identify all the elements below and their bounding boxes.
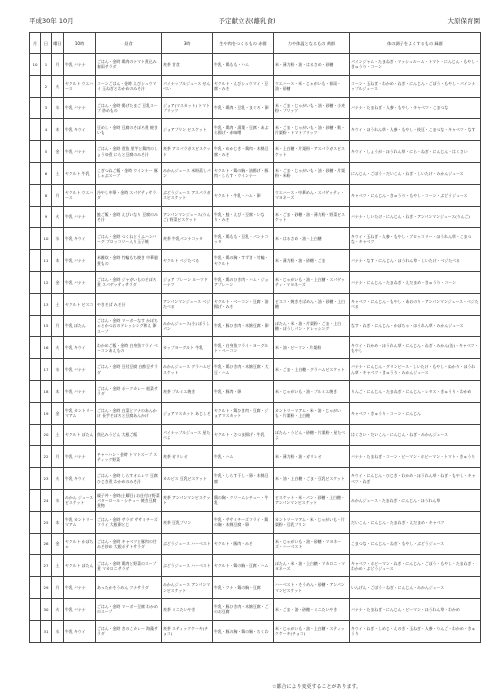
col-header-snack-10am: 10時 — [64, 33, 96, 54]
table-row — [30, 271, 481, 293]
cell-month — [30, 620, 41, 642]
cell-snack-3pm: カルピス 豆乳ビスケット — [162, 468, 213, 490]
cell-red-group: ヤクルト・さつま揚げ・牛乳 — [213, 424, 274, 446]
cell-month — [30, 250, 41, 272]
cell-month — [30, 162, 41, 184]
cell-lunch: ごはん・金時 マーボーなす かぼちゃとかつおのドレッシング和え 卵スープ — [96, 315, 162, 337]
cell-lunch: ごはん・金時 マーボー豆腐 わかめのスープ — [96, 598, 162, 620]
cell-weekday: 火 — [52, 206, 64, 228]
cell-weekday: 土 — [52, 162, 64, 184]
cell-yellow-group: カントリーマアム・米・じゃがいも・片栗粉・豆乳プリン — [274, 511, 350, 533]
cell-month — [30, 598, 41, 620]
cell-weekday: 木 — [52, 380, 64, 402]
table-row — [30, 162, 481, 184]
cell-weekday: 金 — [52, 402, 64, 424]
cell-day: 2 — [41, 75, 52, 97]
cell-weekday: 水 — [52, 620, 64, 642]
cell-weekday: 月 — [52, 54, 64, 76]
footnote: ☆都合により変更することがあります。 — [272, 684, 362, 690]
col-header-snack-3pm: 3時 — [162, 33, 213, 54]
cell-snack-10am: 牛乳 キウイ — [64, 119, 96, 141]
cell-lunch: ごはん・金時 サラダ ササミチーズフライ 大根卵とじ — [96, 511, 162, 533]
cell-snack-10am: ヤクルト ウエハース — [64, 184, 96, 206]
cell-yellow-group: ぽたん・米・油・片栗粉・ごま・上白糖・ぼうしパン・ドレッシング — [274, 315, 350, 337]
cell-weekday: 水 — [52, 97, 64, 119]
cell-red-group: 牛乳・鶏のひき肉・ハム・ジョアプレーン — [213, 271, 274, 293]
cell-green-group: こまつな・にんじん・ねぎ・もやし・ぶどうジュース — [350, 533, 481, 555]
cell-weekday: 火 — [52, 598, 64, 620]
cell-snack-3pm: ぶどうジュース アスパラガスビスケット — [162, 184, 213, 206]
cell-red-group: 牛乳・鶏肉・湯葉・豆腐・あぶら揚げ・赤味噌 — [213, 119, 274, 141]
cell-weekday: 水 — [52, 359, 64, 381]
cell-snack-3pm: ジョア(マスカット) トマトプリッツ — [162, 97, 213, 119]
cell-yellow-group: ビスコ・焼きそばめん・油・砂糖・上白糖 — [274, 293, 350, 315]
cell-day: 13 — [41, 293, 52, 315]
cell-green-group: コーン・玉ねぎ・わかめ・ねぎ・にんじん・ごぼう・もやし・パインナップルジュース — [350, 75, 481, 97]
header-row — [30, 33, 481, 54]
cell-snack-10am: 牛乳 キウイ — [64, 337, 96, 359]
cell-yellow-group: 米・薄力粉・油・砂糖・ごま — [274, 250, 350, 272]
cell-month — [30, 293, 41, 315]
table-row — [30, 97, 481, 119]
cell-day: 5 — [41, 141, 52, 163]
cell-month — [30, 402, 41, 424]
cell-snack-3pm: アンパンマンジュース(りんご) 野菜ビスケット — [162, 206, 213, 228]
cell-red-group: ヤクルト・牛乳・ハム・卵 — [213, 184, 274, 206]
table-row — [30, 359, 481, 381]
cell-weekday: 金 — [52, 271, 64, 293]
organization-name: 大原保育園 — [447, 17, 480, 25]
cell-day: 30 — [41, 598, 52, 620]
cell-lunch: 親子丼・金時(土曜日) お仕付け野菜 パターロール・シチュー 焼き豆腐煮物 — [96, 489, 162, 511]
cell-green-group: みかんジュース・たまねぎ・にんじん・ほうれん草 — [350, 489, 481, 511]
cell-yellow-group: 米・じゃがいも・油・プルミエ焼き — [274, 380, 350, 402]
cell-day: 16 — [41, 337, 52, 359]
cell-snack-10am: ヤクルト ぼたん — [64, 555, 96, 577]
cell-red-group: 牛乳・ハム — [213, 446, 274, 468]
cell-lunch: 冷やし中華・金時 スパゲティサラダ — [96, 184, 162, 206]
cell-weekday: 土 — [52, 424, 64, 446]
cell-lunch: やきそば みそ汁 — [96, 293, 162, 315]
cell-snack-3pm: 麦茶 スティックケーキ(チョコ) — [162, 620, 213, 642]
cell-yellow-group: 米・ごま・油・砂糖・ミニたいやき — [274, 598, 350, 620]
table-row — [30, 54, 481, 76]
cell-green-group: バナナ・たまねぎ・にんじん・ピーマン・ほうれん草・わかめ — [350, 598, 481, 620]
cell-snack-3pm: みかんジュース(小) ぼうしパン — [162, 315, 213, 337]
page-title: 予定献立表(離乳食) — [218, 17, 276, 25]
cell-snack-3pm: カップヨーグルト 牛乳 — [162, 337, 213, 359]
cell-red-group: 牛乳・鶏の胸・すずき・竹輪・ヤクルト — [213, 250, 274, 272]
cell-month — [30, 271, 41, 293]
cell-snack-10am: ヤクルト ぼたん — [64, 424, 96, 446]
cell-month — [30, 359, 41, 381]
cell-month — [30, 337, 41, 359]
cell-snack-3pm: ジョア プレーン ルーツドーナツ — [162, 271, 213, 293]
cell-day: 4 — [41, 119, 52, 141]
cell-yellow-group: 米・ごま・じゃがいも・油・砂糖・麩・片栗粉・トマトプリッツ — [274, 119, 350, 141]
cell-red-group: 鶏の胸・クリームシチュー・牛乳 — [213, 489, 274, 511]
cell-green-group: キウイ・ねぎ・しめじ・えのき・玉ねぎ・人参・りんご・わかめ・きゅうり — [350, 620, 481, 642]
cell-green-group: バナナ・しいたけ・にんじん・ねぎ・アンパンマンジュース(りんご) — [350, 206, 481, 228]
cell-red-group: ヤクルト・ベーコン・豆腐・油揚げ・みそ — [213, 293, 274, 315]
cell-weekday: 木 — [52, 511, 64, 533]
table-row — [30, 184, 481, 206]
cell-yellow-group: 米・じゃがいも・油・砂糖・マヨネーズ・ハーベスト — [274, 533, 350, 555]
table-row — [30, 315, 481, 337]
cell-snack-3pm: ぶどうジュース ハーベスト — [162, 555, 213, 577]
cell-red-group: ヤクルト・鶏の胸・油揚げ・豚肉・しらす・ウインナー — [213, 162, 274, 184]
cell-day: 26 — [41, 533, 52, 555]
cell-red-group: 牛乳・鮭・えび・豆腐・いなり・みそ — [213, 206, 274, 228]
cell-yellow-group: 米・じゃがいも・油・上白糖・スティックケーキ(チョコ) — [274, 620, 350, 642]
cell-snack-10am: ヤクルト かぼちゃ — [64, 533, 96, 555]
cell-green-group: だいこん・にんじん・たまねぎ・えだまめ・キャベツ — [350, 511, 481, 533]
cell-month — [30, 228, 41, 250]
cell-red-group: 牛乳・豚ひき肉・木綿豆腐・ごのお豆腐 — [213, 598, 274, 620]
cell-snack-10am: みかん ジュース ビスケット — [64, 489, 96, 511]
cell-green-group: バナナ・なす・にんじん・ほうれん草・しいたけ・ベジたべる — [350, 250, 481, 272]
cell-snack-10am: 牛乳 バナナ — [64, 446, 96, 468]
table-row — [30, 402, 481, 424]
cell-lunch: 鮭ご飯・金時 えびいなり 豆腐のみそ汁 — [96, 206, 162, 228]
cell-month — [30, 577, 41, 599]
cell-snack-10am: 牛乳 カントリーマアム — [64, 511, 96, 533]
cell-day: 8 — [41, 184, 52, 206]
cell-red-group: 牛乳・豚肉・卵 — [213, 380, 274, 402]
col-header-green-group: 体の調子をよくするもの 緑群 — [350, 33, 481, 54]
cell-snack-10am: 牛乳 バナナ — [64, 359, 96, 381]
cell-month — [30, 511, 41, 533]
cell-red-group: 牛乳・鶏ひき肉・木綿豆腐・大豆・ハム — [213, 359, 274, 381]
cell-lunch: ごはん・金時 ポークカレー 根菜サラダ — [96, 380, 162, 402]
cell-yellow-group: 米・油・ビーフン・片栗粉 — [274, 337, 350, 359]
cell-yellow-group: 米・薄力粉・油・はるさめ・砂糖 — [274, 54, 350, 76]
cell-green-group: パインジャム・たまねぎ・マッシュルーム・トマト・にんじん・もやし・きゅうり・コーン — [350, 54, 481, 76]
table-row — [30, 446, 481, 468]
cell-day: 11 — [41, 250, 52, 272]
cell-weekday: 月 — [52, 184, 64, 206]
table-row — [30, 620, 481, 642]
cell-snack-10am: ヤクルト 牛乳 — [64, 162, 96, 184]
table-row — [30, 206, 481, 228]
cell-yellow-group: 米・ごま・じゃがいも・油・砂糖・小麦粉・プリッツ — [274, 97, 350, 119]
cell-yellow-group: ぼたん・うどん・砂糖・片栗粉・星たべよ — [274, 424, 350, 446]
cell-snack-10am: 牛乳 バナナ — [64, 380, 96, 402]
cell-month — [30, 489, 41, 511]
cell-weekday: 水 — [52, 228, 64, 250]
cell-lunch: チャーハン・金時 トマトスープ スティック野菜 — [96, 446, 162, 468]
table-row — [30, 75, 481, 97]
cell-lunch: ごはん・金時 白菜とツナのあんかけ 長芋そぼろと豆腐あんかけ — [96, 402, 162, 424]
table-row — [30, 250, 481, 272]
cell-yellow-group: 米・はるさめ・油・上白糖 — [274, 228, 350, 250]
table-row — [30, 577, 481, 599]
cell-lunch: ごはん・金時 揚げたまご 豆乳スープ 炒めもの — [96, 97, 162, 119]
cell-lunch: 米雑炊・金時 竹輪もち焼き 中華風煮もの — [96, 250, 162, 272]
cell-green-group: はくさい・だいこん・にんじん・ねぎ・みかんジュース — [350, 424, 481, 446]
cell-snack-10am: 牛乳 バナナ — [64, 141, 96, 163]
cell-yellow-group: 米・油・上白糖・ごま・豆乳ビスケット — [274, 468, 350, 490]
table-row — [30, 598, 481, 620]
cell-snack-3pm: みかんジュース 米粉蒸しパン — [162, 162, 213, 184]
cell-day: 22 — [41, 446, 52, 468]
cell-weekday: 月 — [52, 577, 64, 599]
table-row — [30, 337, 481, 359]
cell-red-group: ヤクルト・鶏の胸・豆腐・ハム — [213, 555, 274, 577]
cell-yellow-group: 米・ごま・上白糖・グラハムビスケット — [274, 359, 350, 381]
cell-month — [30, 424, 41, 446]
cell-snack-3pm: ヤクルト ベジたべる — [162, 250, 213, 272]
cell-snack-3pm: パイナップルジュース せんべい — [162, 75, 213, 97]
cell-weekday: 土 — [52, 293, 64, 315]
cell-snack-10am: 牛乳 バナナ — [64, 54, 96, 76]
cell-red-group: ヤクルト・鶏ひき肉・豆腐・ジョアマスカット — [213, 402, 274, 424]
cell-red-group: 牛乳・白身魚フライ・ヨーグルト・ベーコン — [213, 337, 274, 359]
cell-month — [30, 184, 41, 206]
cell-red-group: 牛乳・豚ひき肉・木綿豆腐・卵 — [213, 315, 274, 337]
cell-yellow-group: ウエハース・米・じゃがいも・春雨・油・砂糖 — [274, 75, 350, 97]
cell-green-group: キャベツ・にんじん・もやし・あおのり・アンパンマンジュース・ベジたべる — [350, 293, 481, 315]
cell-snack-3pm: 麦茶 アンパンマンビスケット — [162, 489, 213, 511]
cell-snack-10am: 牛乳 キウイ — [64, 468, 96, 490]
table-row — [30, 293, 481, 315]
cell-day: 27 — [41, 555, 52, 577]
cell-snack-10am: 牛乳 バナナ — [64, 97, 96, 119]
cell-month — [30, 380, 41, 402]
cell-yellow-group: 米・ごま・じゃがいも・油・砂糖・片栗粉・米粉 — [274, 162, 350, 184]
cell-month — [30, 446, 41, 468]
cell-lunch: コーンごはん・金時 えびシュウマイ 玉ねぎとわかめのみそ汁 — [96, 75, 162, 97]
table-row — [30, 555, 481, 577]
col-header-lunch: 昼食 — [96, 33, 162, 54]
table-row — [30, 424, 481, 446]
col-header-weekday: 曜日 — [52, 33, 64, 54]
table-row — [30, 119, 481, 141]
cell-green-group: バナナ・たまねぎ・人参・もやし・キャベツ・こまつな — [350, 97, 481, 119]
cell-lunch: ごはん・金時 きのこカレー 海藻サラダ — [96, 620, 162, 642]
cell-month — [30, 315, 41, 337]
cell-snack-3pm: ジョアプリン ビスケット — [162, 119, 213, 141]
page-header — [0, 14, 494, 28]
cell-day: 18 — [41, 380, 52, 402]
cell-lunch: こぎつねご飯・金時 ウインナー 豚しゃぶスープ — [96, 162, 162, 184]
table-row — [30, 511, 481, 533]
table-row — [30, 489, 481, 511]
cell-weekday: 月 — [52, 446, 64, 468]
cell-snack-10am: 牛乳 バナナ — [64, 577, 96, 599]
cell-red-group: ヤクルト・えびシュウマイ・豆腐・みそ — [213, 75, 274, 97]
cell-green-group: キウイ・玉ねぎ・人参・もやし・ブロッコリー・ほうれん草・こまつな・キャベツ — [350, 228, 481, 250]
cell-snack-10am: 牛乳 バナナ — [64, 206, 96, 228]
cell-weekday: 土 — [52, 555, 64, 577]
cell-day: 12 — [41, 271, 52, 293]
cell-green-group: キウイ・わかめ・ほうれん草・にんじん・ねぎ・みかん(缶)・キャベツ・もやし — [350, 337, 481, 359]
cell-red-group: 牛乳・ツナ・鶏の胸・豆腐 — [213, 577, 274, 599]
cell-snack-10am: 牛乳 ぽたん — [64, 315, 96, 337]
table-row — [30, 468, 481, 490]
cell-lunch: わかめご飯・金時 白身魚フライ ベーコンあえもの — [96, 337, 162, 359]
menu-table — [29, 32, 481, 643]
cell-red-group: 牛乳・しらす干し・卵・木綿豆腐 — [213, 468, 274, 490]
cell-snack-3pm: ぶどうジュース ハーベスト — [162, 533, 213, 555]
cell-snack-10am: 牛乳 キウイ — [64, 620, 96, 642]
cell-day: 31 — [41, 620, 52, 642]
cell-lunch: ごはん・金時 ジャガいものそぼろ煮 スパゲッティサラダ — [96, 271, 162, 293]
cell-red-group: 牛乳・鶏もも・ハム — [213, 54, 274, 76]
period-label: 平成30年 10月 — [29, 17, 74, 25]
cell-green-group: バナナ・にんじん・たまねぎ・えだまめ・きゅうり・コーン — [350, 271, 481, 293]
col-header-yellow-group: 力や体温となるもの 黄群 — [274, 33, 350, 54]
cell-month — [30, 141, 41, 163]
cell-green-group: にんじん・ごぼう・だいこん・ねぎ・しいたけ・みかんジュース — [350, 162, 481, 184]
cell-green-group: キウイ・にんじん・ひじき・わかめ・ほうれん草・ねぎ・もやし・キャベツ・ねぎ — [350, 468, 481, 490]
cell-day: 25 — [41, 511, 52, 533]
cell-month — [30, 206, 41, 228]
cell-snack-3pm: 麦茶 ミニたいやき — [162, 598, 213, 620]
cell-snack-10am: 牛乳 キウイ — [64, 228, 96, 250]
table-row — [30, 141, 481, 163]
cell-month — [30, 555, 41, 577]
cell-red-group: 牛乳・ササミチーズフライ・鶏の胸・木綿豆腐・卵 — [213, 511, 274, 533]
cell-month — [30, 119, 41, 141]
cell-day: 10 — [41, 228, 52, 250]
cell-day: 17 — [41, 359, 52, 381]
cell-snack-3pm: 麦茶 牛乳パンナコッタ — [162, 228, 213, 250]
cell-day: 9 — [41, 206, 52, 228]
cell-red-group: 牛乳・めかじき・鶏肉・木綿豆腐・みそ — [213, 141, 274, 163]
cell-weekday: 月 — [52, 315, 64, 337]
cell-snack-10am: ヤクルト ビスコ — [64, 293, 96, 315]
col-header-month: 月 — [30, 33, 41, 54]
cell-green-group: キャベツ・ホピーマン・ねぎ・にんじん・ごぼう・もやし・たまねぎ・わかめ・ぶどうジュース — [350, 555, 481, 577]
cell-snack-3pm: 麦茶 ガリレオ — [162, 446, 213, 468]
menu-rows — [30, 54, 481, 643]
cell-red-group: ヤクルト・豚肉・みそ — [213, 533, 274, 555]
col-header-day: 日 — [41, 33, 52, 54]
table-row — [30, 380, 481, 402]
cell-weekday: 金 — [52, 141, 64, 163]
cell-yellow-group: ハーベスト・そうめん・砂糖・アンパンマンビスケット — [274, 577, 350, 599]
cell-snack-10am: ヤクルト ウエハース — [64, 75, 96, 97]
cell-lunch: ごはん・金時 つくねとうふハンバーグ ブロッコリー入り玉子焼 — [96, 228, 162, 250]
cell-day: 24 — [41, 489, 52, 511]
cell-day: 6 — [41, 162, 52, 184]
cell-weekday: 火 — [52, 75, 64, 97]
cell-weekday: 木 — [52, 250, 64, 272]
cell-yellow-group: ぼたん・米・油・上白糖・マカロニ・マヨネーズ — [274, 555, 350, 577]
cell-yellow-group: 米・ごま・砂糖・油・薄力粉・野菜ビスケット — [274, 206, 350, 228]
cell-snack-3pm: パイナップルジュース 星たべよ — [162, 424, 213, 446]
cell-day: 29 — [41, 577, 52, 599]
cell-lunch: ごはん・金時 鶏肉と野菜のスープ煮 マカロニサラダ — [96, 555, 162, 577]
cell-green-group: りんご・にんじん・たまねぎ・にんじん・レタス・きゅうり・わかめ — [350, 380, 481, 402]
cell-yellow-group: 米・上白糖・片栗粉・アスパラガスビスケット — [274, 141, 350, 163]
cell-red-group: 牛乳・豚の胸・鶏の胸・ちくわ — [213, 620, 274, 642]
cell-lunch: ごはん・金時 豆付豆腐 白酢豆サラダ — [96, 359, 162, 381]
cell-green-group: なす・ねぎ・にんじん・かぼちゃ・ほうれん草・みかんジュース — [350, 315, 481, 337]
cell-snack-3pm: みかんジュース グラハムビスケット — [162, 359, 213, 381]
cell-snack-3pm: 麦茶 アスパラガスビスケット — [162, 141, 213, 163]
cell-snack-3pm: みかんジュース アンパンマンビスケット — [162, 577, 213, 599]
cell-day: 23 — [41, 468, 52, 490]
cell-day: 19 — [41, 402, 52, 424]
cell-green-group: バナナ・にんじん・グリンピース・しいたけ・もやし・ぬかり・ほうれん草・キャベツ・きゅうり・みかんジュース — [350, 359, 481, 381]
cell-snack-3pm: アンパンマンジュース ベジたべる — [162, 293, 213, 315]
cell-lunch: あったかそうめん ツナサラダ — [96, 577, 162, 599]
cell-month — [30, 75, 41, 97]
table-row — [30, 228, 481, 250]
cell-yellow-group: 米・薄力粉・油・ガリレオ — [274, 446, 350, 468]
table-row — [30, 533, 481, 555]
cell-lunch: ごはん・金時 キャベツと豚肉の甘みそ炒め 大根ポテトサラダ — [96, 533, 162, 555]
cell-green-group: いんげん・ごぼう・ねぎ・にんじん・みかんジュース — [350, 577, 481, 599]
cell-snack-3pm: 麦茶 甘食 — [162, 54, 213, 76]
cell-snack-3pm: 麦茶 豆乳プリン — [162, 511, 213, 533]
cell-snack-10am: 牛乳 バナナ — [64, 598, 96, 620]
cell-green-group: キャベツ・きゅうり・コーン・にんじん — [350, 402, 481, 424]
cell-day: 3 — [41, 97, 52, 119]
cell-day: 15 — [41, 315, 52, 337]
cell-lunch: ごはん・金時 しらすオムレツ 豆腐ひじき煮 わかめのみそ汁 — [96, 468, 162, 490]
cell-snack-10am: 牛乳 カントリーマアム — [64, 402, 96, 424]
cell-lunch: 豆めし・金時 豆腐のそぼろ煮 焼きいも — [96, 119, 162, 141]
cell-red-group: 牛乳・鶏肉・豆乳・まぐろ・卵 — [213, 97, 274, 119]
cell-month — [30, 97, 41, 119]
cell-weekday: 火 — [52, 468, 64, 490]
cell-month: 10 — [30, 54, 41, 76]
cell-lunch: ごはん・金時 鶏肉のトマト煮込み 春雨サラダ — [96, 54, 162, 76]
cell-green-group: キャベツ・にんじん・きゅうり・もやし・コーン・ぶどうジュース — [350, 184, 481, 206]
cell-day: 20 — [41, 424, 52, 446]
cell-green-group: バナナ・たまねぎ・コーン・ピーマン・ホピーマン・トマト・きゅうり — [350, 446, 481, 468]
cell-snack-3pm: ジョアマスカット あじしそ — [162, 402, 213, 424]
cell-green-group: キウイ・しょうが・ほうれん草・にら・ねぎ・にんじん・はくさい — [350, 141, 481, 163]
cell-weekday: 金 — [52, 533, 64, 555]
cell-snack-10am: 牛乳 バナナ — [64, 271, 96, 293]
cell-lunch: ごはん・金時 煮魚 里芋と鶏肉のしょうゆ煮 にらと豆腐のみそ汁 — [96, 141, 162, 163]
cell-month — [30, 468, 41, 490]
cell-red-group: 牛乳・鶏もも・豆乳・パンナコッタ — [213, 228, 274, 250]
cell-green-group: キウイ・ほうれん草・人参・もやし・枝豆・こまつな・キャベツ・なす — [350, 119, 481, 141]
cell-yellow-group: 米・じゃがいも・油・上白糖・スパゲッティ・マヨネーズ — [274, 271, 350, 293]
col-header-red-group: 生や肉をつくるもの 赤群 — [213, 33, 274, 54]
cell-yellow-group: ビスケット・米・パン・砂糖・上白糖・アンパンマンビスケット — [274, 489, 350, 511]
cell-snack-10am: 牛乳 バナナ — [64, 250, 96, 272]
cell-snack-3pm: 麦茶 プルミエ焼き — [162, 380, 213, 402]
cell-day: 1 — [41, 54, 52, 76]
cell-weekday: 木 — [52, 119, 64, 141]
cell-lunch: 焦込みうどん 大根ご飯 — [96, 424, 162, 446]
cell-yellow-group: カントリーマアム・米・油・じゃがいも・片栗粉・上白糖 — [274, 402, 350, 424]
cell-yellow-group: ウエハース・中華めん・スパゲッティ・マヨネーズ — [274, 184, 350, 206]
cell-weekday: 火 — [52, 337, 64, 359]
cell-month — [30, 533, 41, 555]
cell-weekday: 水 — [52, 489, 64, 511]
